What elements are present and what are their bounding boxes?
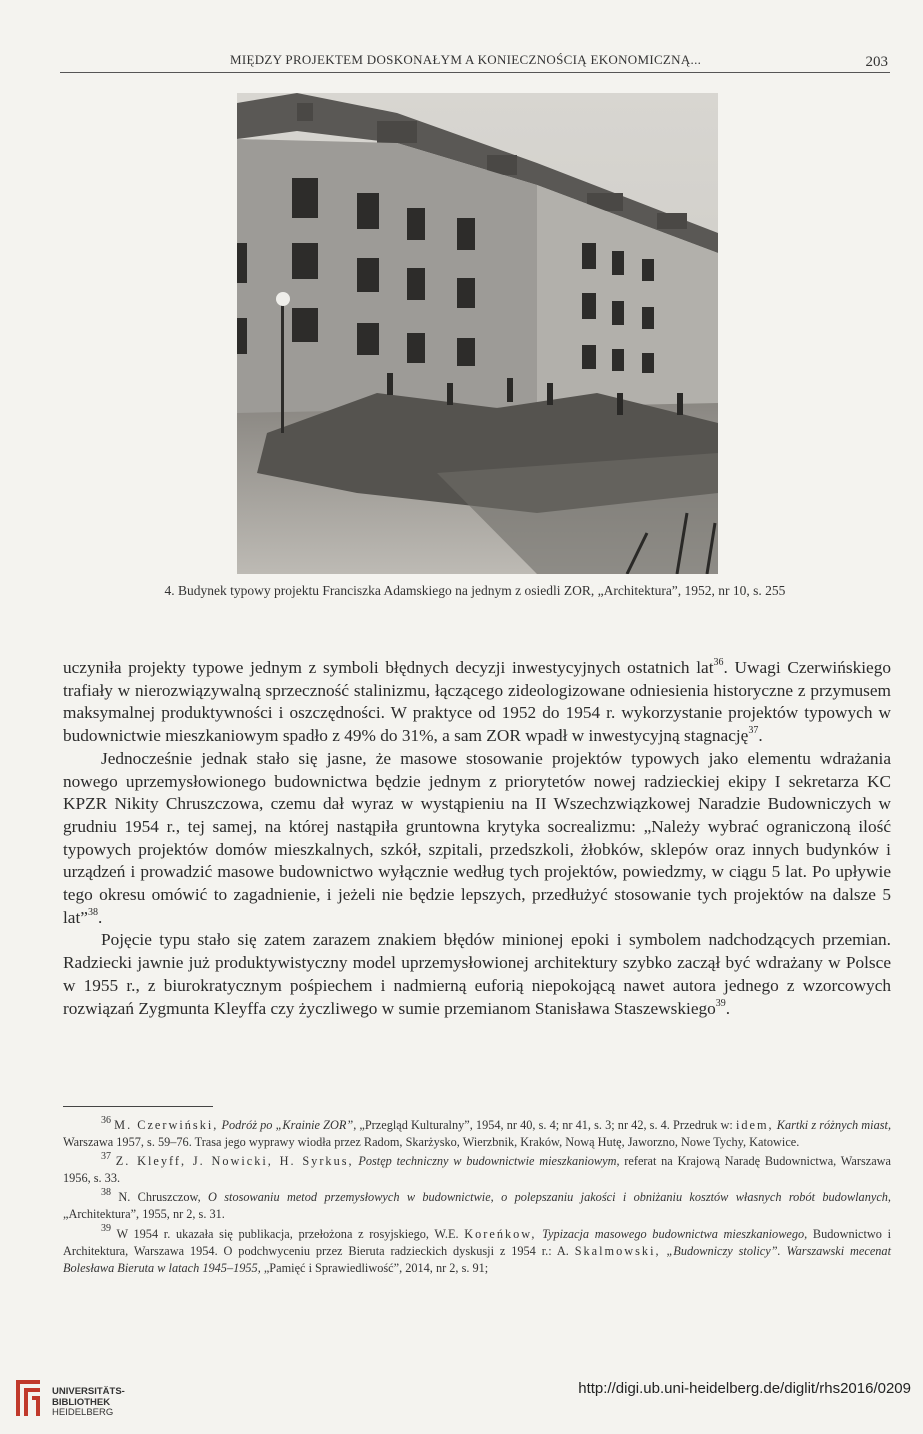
footnote-title: Podróż po „Krainie ZOR” <box>221 1118 354 1132</box>
paragraph-3-text-a: Pojęcie typu stało się zatem zarazem znakiem błędów minionej epoki i symbolem nadchodzących przemian. Radziecki jawnie już produktywistyczny model uprzemysłowionej architektury szybko zaczął być wdrażany w Polsce w 1955 r., z biurokratycznym pośpiechem i nadmierną euforią niepokojącą nawet autora jednego z wzorcowych rozwiązań Zygmunta Kleyffa czy życzliwego w sumie przemianom Stanisława Staszewskiego <box>63 930 891 1018</box>
footnote-38 <box>63 1189 891 1223</box>
footnote-ref-39[interactable]: 39 <box>715 997 726 1009</box>
footnote-36 <box>63 1114 892 1151</box>
footnote-author: N. Chruszczow, <box>118 1190 201 1205</box>
footnote-37 <box>63 1153 891 1187</box>
footnote-number: 38 <box>101 1187 111 1199</box>
footnote-text: Budownictwo i Architektura, Warszawa 1954. O podchwyceniu przez Bieruta radzieckich dyskusji z 1954 r.: A. <box>63 1226 892 1258</box>
footnote-ref-36[interactable]: 36 <box>713 657 724 669</box>
footnote-title: O stosowaniu metod przemysłowych w budownictwie, o polepszaniu jakości i obniżaniu kosztów własnych robót budowlanych, <box>208 1190 891 1205</box>
library-name <box>52 1387 125 1419</box>
footnote-title: Kartki z różnych miast, <box>776 1118 892 1132</box>
footnote-title: Typizacja masowego budownictwa mieszkaniowego, <box>542 1226 808 1241</box>
footnote-ref-37[interactable]: 37 <box>748 725 759 737</box>
footnote-text: Warszawa 1957, s. 59–76. Trasa jego wyprawy wiodła przez Radom, Skarżysko, Wierzbnik, Kraków, Nową Hutę, Jaworzno, Nowe Tychy, Katowice. <box>63 1135 800 1150</box>
footnote-title: Postęp techniczny w budownictwie mieszkaniowym, <box>358 1154 620 1169</box>
paragraph-1-text-b: . Uwagi Czerwińskiego trafiały w nierozwiązywalną sprzeczność stalinizmu, łączącego zideologizowane odniesienia historyczne z przymusem maksymalnej produktywności i oszczędności. W praktyce od 1952 do 1954 r. wykorzystanie projektów typowych w budownictwie mieszkaniowym spadło z 49% do 31%, a sam ZOR wpadł w inwestycyjną stagnację <box>63 658 891 746</box>
paragraph-2-text-b: . <box>97 907 103 927</box>
footnote-author: M. Czerwiński, <box>114 1118 219 1132</box>
paragraph-1-text-c: . <box>758 726 763 746</box>
building-illustration <box>237 93 718 574</box>
footnote-number: 39 <box>101 1223 111 1235</box>
running-title: MIĘDZY PROJEKTEM DOSKONAŁYM A KONIECZNOŚCIĄ EKONOMICZNĄ... <box>230 52 702 67</box>
running-header <box>60 50 890 73</box>
body-text <box>63 657 891 1020</box>
footnote-text: W 1954 r. ukazała się publikacja, przełożona z rosyjskiego, W.E. <box>116 1226 459 1241</box>
figure-caption: 4. Budynek typowy projektu Franciszka Adamskiego na jednym z osiedli ZOR, „Architektura”, 1952, nr 10, s. 255 <box>164 583 786 598</box>
footnote-ref-38[interactable]: 38 <box>87 906 98 918</box>
library-logo-icon <box>10 1376 46 1420</box>
footnote-text: „Architektura”, 1955, nr 2, s. 31. <box>63 1207 225 1222</box>
paragraph-2-text-a: Jednocześnie jednak stało się jasne, że masowe stosowanie projektów typowych jako elementu wdrażania nowego uprzemysłowionego budownictwa będzie jednym z priorytetów nowej radzieckiej ekipy I sekretarza KC KPZR Nikity Chruszczowa, czemu dał wyraz w wystąpieniu na II Wszechzwiązkowej Naradzie Budowniczych w grudniu 1954 r., tej samej, na której nastąpiła gruntowna krytyka socrealizmu: „Należy wybrać ograniczoną ilość typowych projektów domów mieszkalnych, szkół, szpitali, przedszkoli, żłobków, sklepów oraz innych budynków i urządzeń i prowadzić masowe budownictwo wyłącznie według tych projektów, powiedzmy, w ciągu 5 lat. Po upływie tego okresu omówić to zagadnienie, i jeżeli nie będzie lepszych, przedłużyć stosowanie tych projektów na dalsze 5 lat” <box>63 748 891 927</box>
footnote-author: Koreńkow, <box>464 1226 537 1241</box>
footnote-author: Skalmowski, <box>574 1243 661 1258</box>
paragraph-2 <box>63 748 891 930</box>
footnote-number: 36 <box>101 1114 111 1126</box>
library-name-line-2: BIBLIOTHEK <box>52 1396 111 1408</box>
page-number: 203 <box>865 54 888 70</box>
paragraph-3-text-b: . <box>725 998 731 1018</box>
footnote-text: referat na Krajową Naradę Budownictwa, Warszawa 1956, s. 33. <box>63 1154 891 1186</box>
footnote-divider <box>63 1106 213 1107</box>
paragraph-3 <box>63 929 891 1020</box>
footnotes <box>63 1114 892 1279</box>
library-name-line-1: UNIVERSITÄTS- <box>52 1386 125 1397</box>
paragraph-1-text-a: uczyniła projekty typowe jednym z symboli błędnych decyzji inwestycyjnych ostatnich lat <box>63 658 714 677</box>
footnote-number: 37 <box>101 1151 111 1163</box>
footnote-39 <box>63 1223 892 1277</box>
footnote-idem: idem, <box>735 1118 774 1132</box>
footnote-text: , „Przegląd Kulturalny”, 1954, nr 40, s. 4; nr 41, s. 3; nr 42, s. 4. Przedruk w: <box>353 1118 733 1132</box>
digitization-url[interactable]: http://digi.ub.uni-heidelberg.de/diglit/rhs2016/0209 <box>578 1380 911 1397</box>
library-name-line-3: HEIDELBERG <box>52 1407 114 1418</box>
footnote-text: „Pamięć i Sprawiedliwość”, 2014, nr 2, s. 91; <box>263 1260 489 1275</box>
paragraph-1 <box>63 657 891 748</box>
building-photo <box>237 93 718 574</box>
footnote-author: Z. Kleyff, J. Nowicki, H. Syrkus, <box>115 1154 354 1169</box>
footnote-title: „Budowniczy stolicy”. Warszawski mecenat Bolesława Bieruta w latach 1945–1955, <box>63 1243 891 1275</box>
